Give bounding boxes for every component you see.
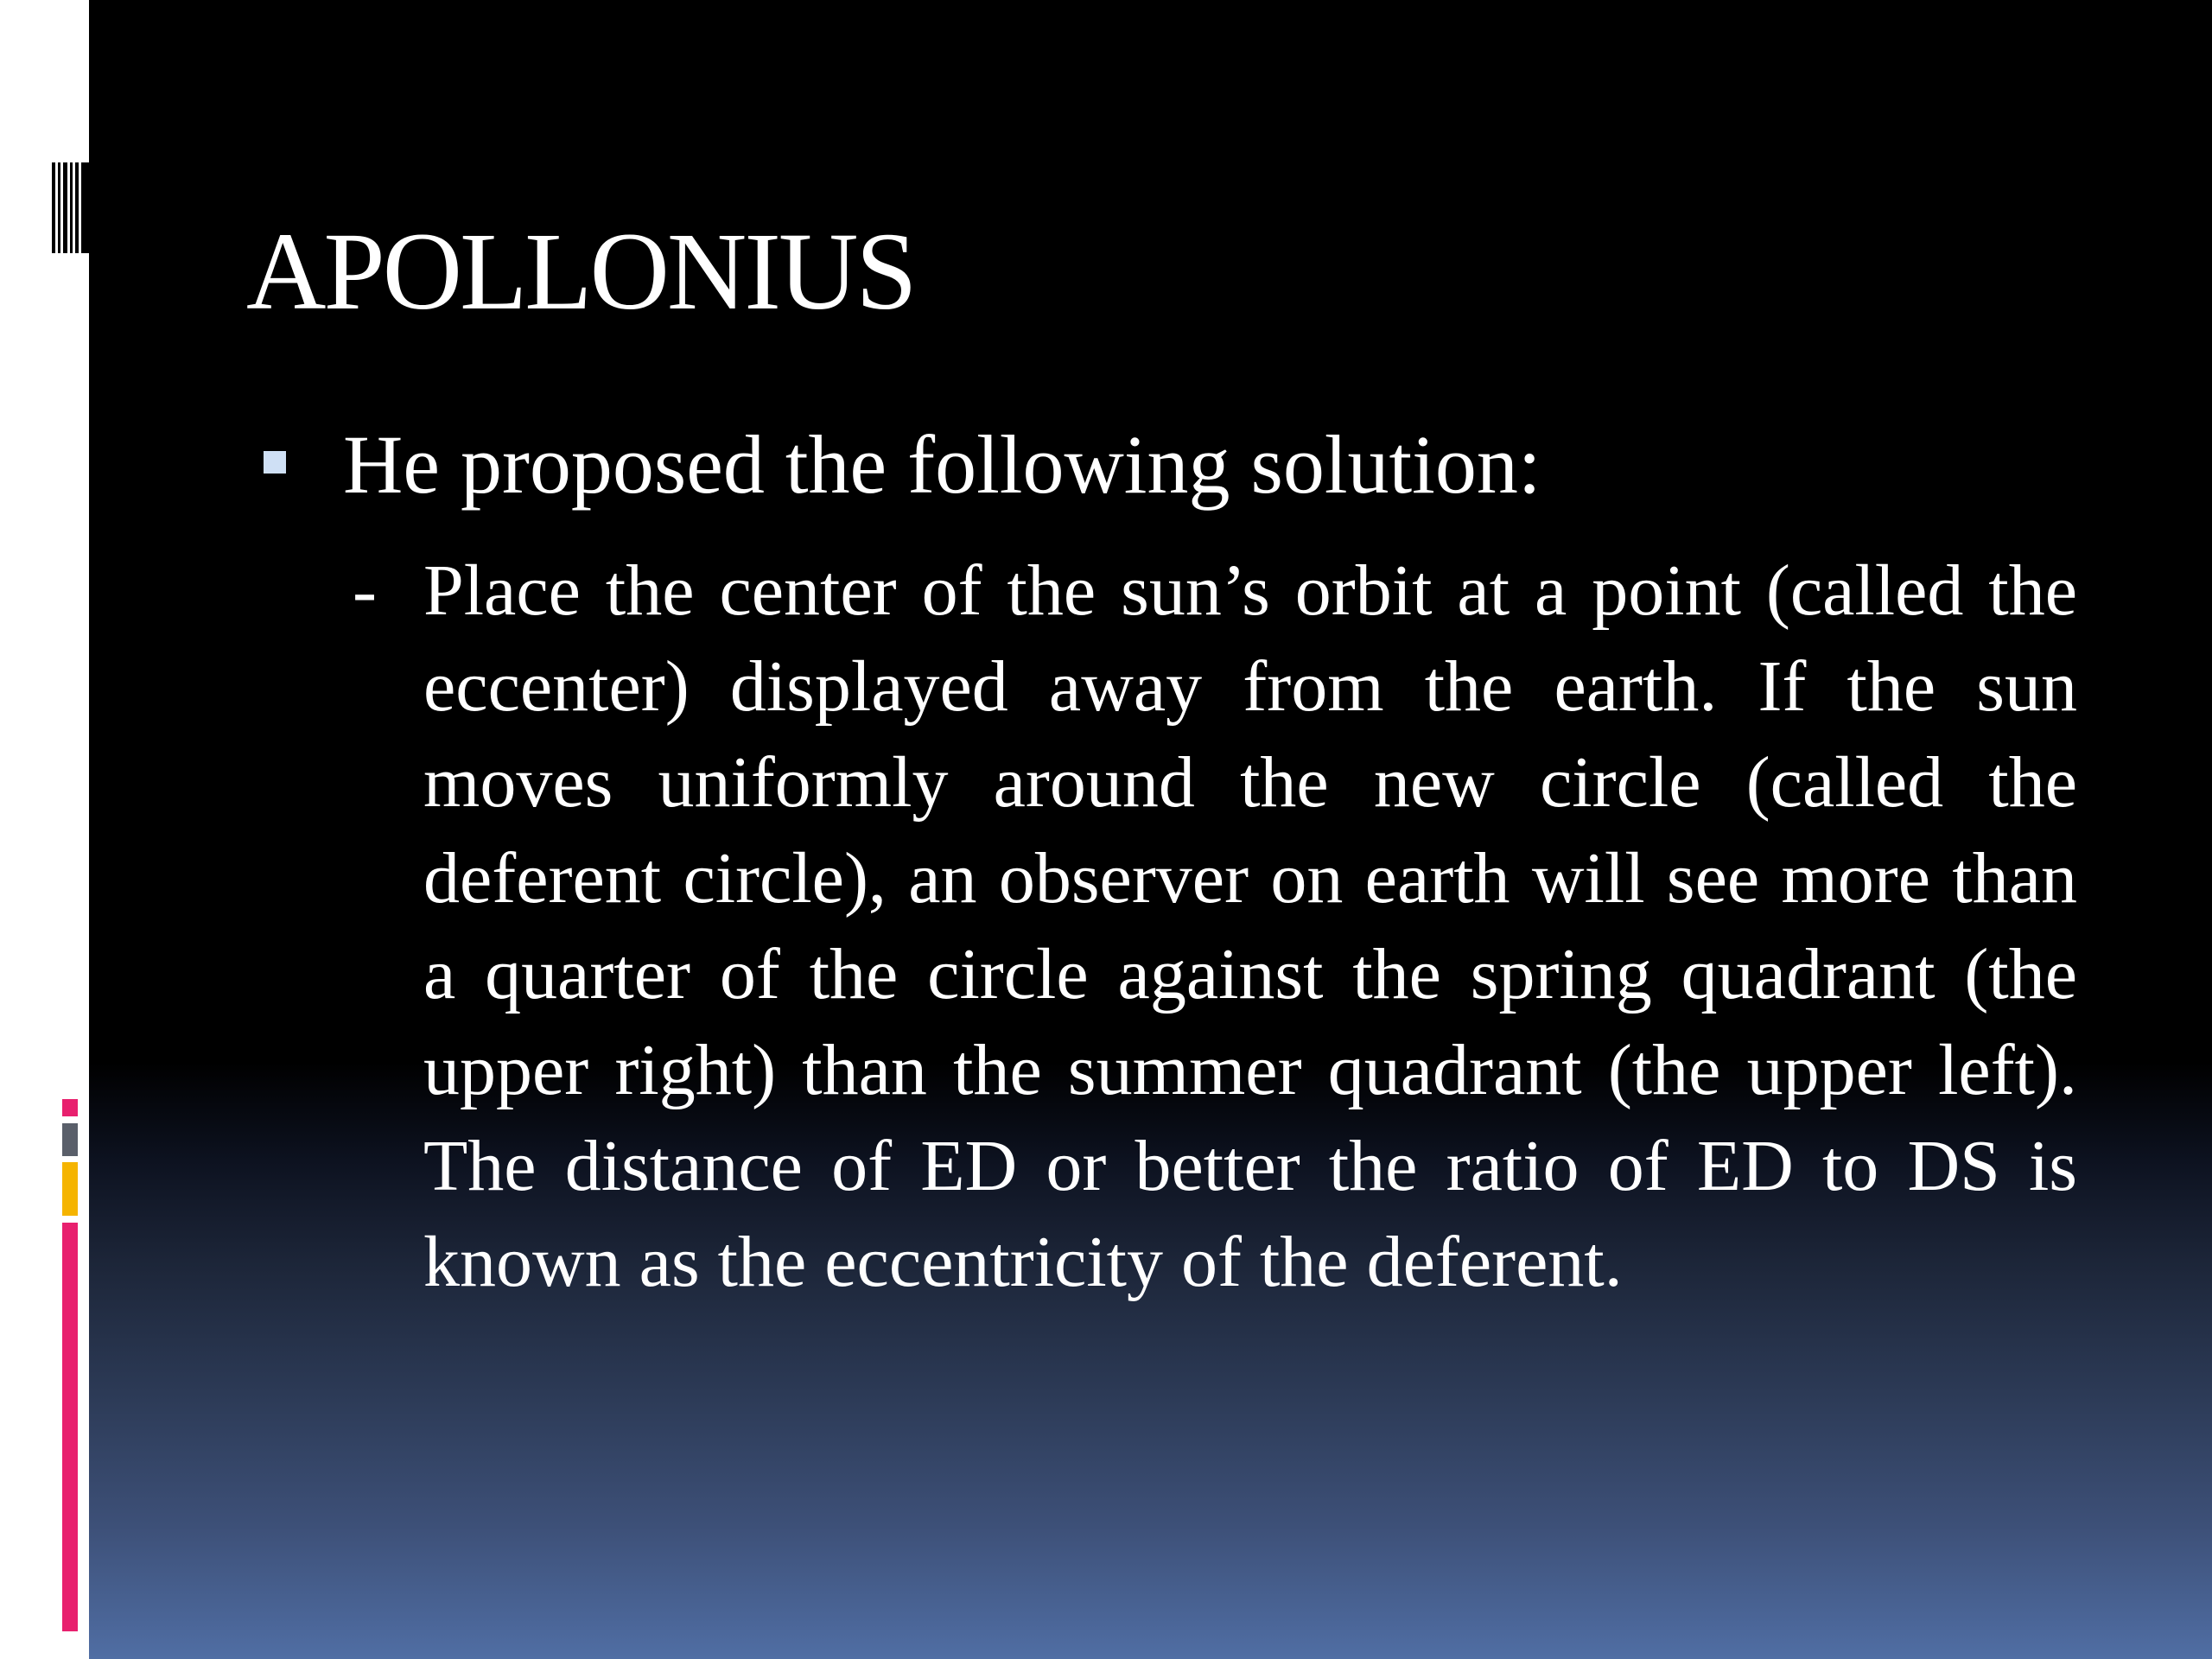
accent-bar-gray: [62, 1123, 78, 1156]
accent-bar-orange: [62, 1162, 78, 1216]
bullet-item: [264, 413, 2078, 517]
sub-bullet-text: Place the center of the sun’s orbit at a point (called the eccenter) displayed away from the earth. If the sun moves uniformly around the new circle (called the deferent circle), an observer on earth will see more than a quarter of the circle against the spring quadrant (the upper right) than the summer quadrant (the upper left). The distance of ED or better the ratio of ED to DS is known as the eccentricity of the deferent.: [423, 550, 2077, 1302]
accent-bar-pink: [62, 1223, 78, 1631]
square-bullet-icon: [264, 451, 286, 474]
accent-bar-pink-top: [62, 1099, 78, 1116]
decorative-stripes: [52, 162, 89, 253]
dash-bullet-icon: -: [353, 550, 377, 631]
slide-title: APOLLONIUS: [246, 210, 915, 333]
bullet-text: He proposed the following solution:: [343, 418, 1541, 511]
